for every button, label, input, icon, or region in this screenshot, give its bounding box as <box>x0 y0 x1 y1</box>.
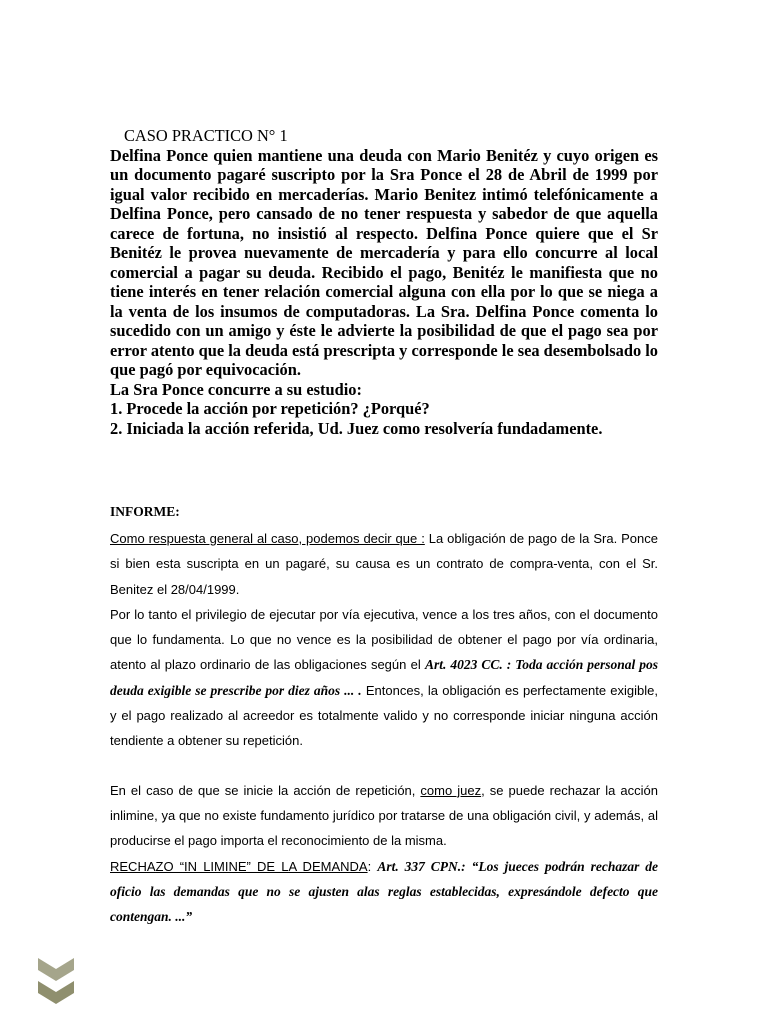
report-section <box>110 502 658 929</box>
judge-phrase: como juez <box>420 782 482 798</box>
paragraph-lead: Como respuesta general al caso, podemos decir que : <box>110 531 425 546</box>
report-heading: INFORME: <box>110 504 180 519</box>
rejection-heading: RECHAZO “IN LIMINE” DE LA DEMANDA <box>110 858 368 874</box>
question-1: 1. Procede la acción por repetición? ¿Porqué? <box>110 399 430 418</box>
paragraph-text: Por lo tanto el privilegio de ejecutar por vía ejecutiva, vence a los tres años, con el documento que lo fundamenta. Lo que no vence es la posibilidad de obtener el pago por vía ordinaria, atento al plazo ordinario de las obligaciones según el <box>110 606 658 673</box>
chevron-down-icon <box>38 958 74 1004</box>
question-2: 2. Iniciada la acción referida, Ud. Juez como resolvería fundadamente. <box>110 418 603 438</box>
paragraph-text: La obligación de pago de la Sra. Ponce si bien esta suscripta en un pagaré, su causa es un contrato de compra-venta, con el Sr. Benitez el 28/04/1999. <box>110 531 658 597</box>
article-4023-citation: Art. 4023 CC. : Toda acción personal pos deuda exigible se prescribe por diez años ... . <box>110 657 659 698</box>
case-statement: Delfina Ponce quien mantiene una deuda con Mario Benitéz y cuyo origen es un documento pagaré suscripto por la Sra Ponce el 28 de Abril de 1999 por igual valor recibido en mercaderías. Mario Benitez intimó telefónicamente a Delfina Ponce, pero cansado de no tener respuesta y sabedor de que aquella carece de fortuna, no insistió al respecto. Delfina Ponce quiere que el Sr Benitéz le provea nuevamente de mercadería y para ello concurre al local comercial a pagar su deuda. Recibido el pago, Benitéz le manifiesta que no tiene interés en tener relación comercial alguna con ella por lo que se niega a la venta de los insumos de computadoras. La Sra. Delfina Ponce comenta lo sucedido con un amigo y éste le advierte la posibilidad de que el pago sea por error atento que la deuda está prescripta y corresponde le sea desembolsado lo que pagó por equivocación. <box>110 145 658 379</box>
paragraph-text: Entonces, la obligación es perfectamente exigible, y el pago realizado al acreedor es totalmente valido y no corresponde iniciar ninguna acción tendiente a obtener su repetición. <box>110 682 658 749</box>
paragraph-gap <box>110 754 658 778</box>
case-section <box>110 126 658 438</box>
report-paragraph-2 <box>110 602 658 754</box>
paragraph-text: En el caso de que se inicie la acción de repetición, <box>110 782 421 798</box>
report-paragraph-4 <box>110 854 658 930</box>
report-paragraph-1 <box>110 526 658 602</box>
paragraph-text: , se puede rechazar la acción inlimine, ya que no existe fundamento jurídico por tratarse de una obligación civil, y además, al producirse el pago importa el reconocimiento de la misma. <box>110 782 658 849</box>
article-337-citation: Art. 337 CPN.: “Los jueces podrán rechazar de oficio las demandas que no se ajusten alas reglas establecidas, expresándole defecto que contengan. ...” <box>110 858 658 925</box>
case-title: CASO PRACTICO N° 1 <box>124 126 288 145</box>
case-intro: La Sra Ponce concurre a su estudio: <box>110 379 362 399</box>
colon: : <box>367 858 378 874</box>
report-paragraph-3 <box>110 778 658 854</box>
